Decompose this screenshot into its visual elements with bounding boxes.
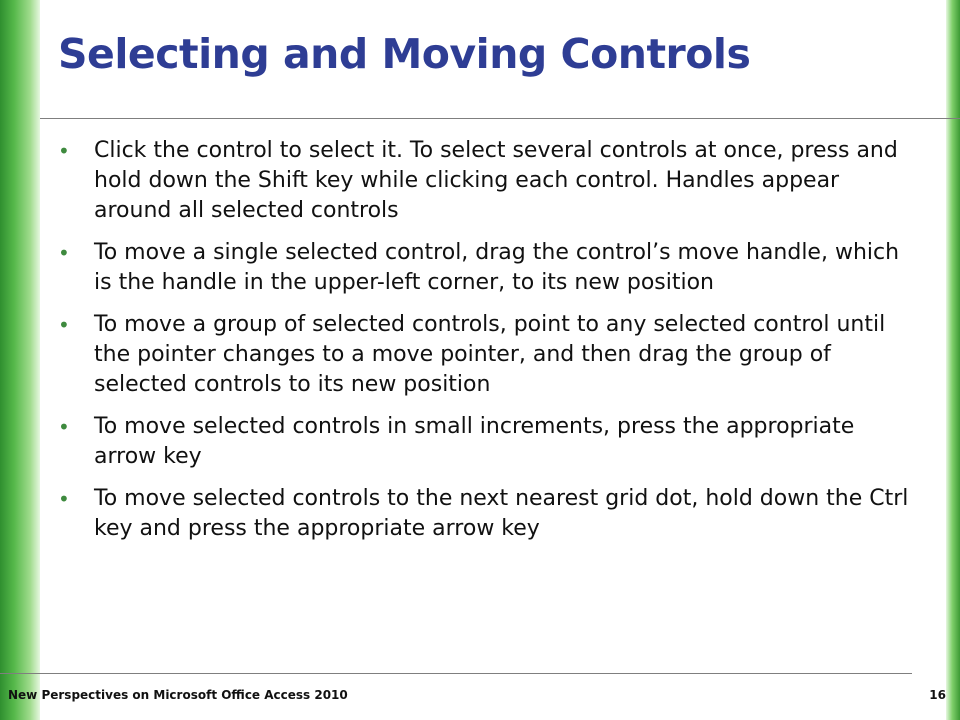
bullet-marker: •	[58, 139, 70, 163]
bullet-marker: •	[58, 241, 70, 265]
right-accent-bar	[946, 0, 960, 720]
bullet-item	[58, 310, 918, 400]
footer-text: New Perspectives on Microsoft Office Access 2010	[8, 688, 348, 702]
footer-divider	[0, 673, 912, 674]
bullet-item	[58, 412, 918, 472]
bullet-text: To move selected controls in small increments, press the appropriate arrow key	[94, 414, 855, 469]
bullet-list	[58, 136, 918, 556]
left-accent-bar	[0, 0, 40, 720]
bullet-marker: •	[58, 313, 70, 337]
bullet-text: To move a single selected control, drag the control’s move handle, which is the handle in the upper-left corner, to its new position	[94, 240, 900, 295]
bullet-text: To move selected controls to the next nearest grid dot, hold down the Ctrl key and press the appropriate arrow key	[94, 486, 909, 541]
slide-title: Selecting and Moving Controls	[58, 30, 751, 78]
bullet-item	[58, 484, 918, 544]
title-divider	[40, 118, 960, 119]
bullet-text: To move a group of selected controls, point to any selected control until the pointer changes to a move pointer, and then drag the group of selected controls to its new position	[94, 312, 886, 397]
bullet-item	[58, 136, 918, 226]
bullet-text: Click the control to select it. To select several controls at once, press and hold down the Shift key while clicking each control. Handles appear around all selected controls	[94, 138, 898, 223]
bullet-marker: •	[58, 415, 70, 439]
bullet-marker: •	[58, 487, 70, 511]
bullet-item	[58, 238, 918, 298]
page-number: 16	[929, 688, 946, 702]
